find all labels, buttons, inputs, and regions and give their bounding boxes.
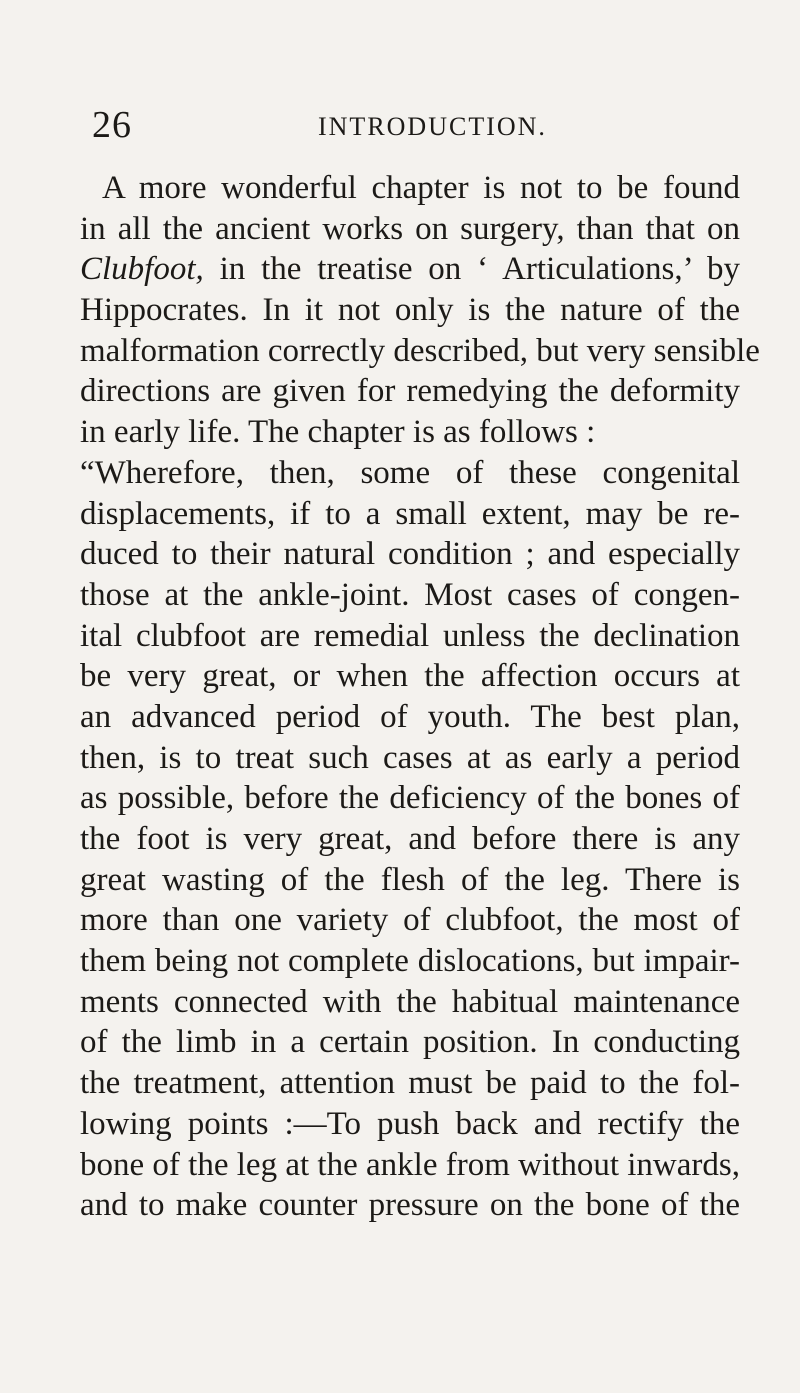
italic-term: Clubfoot, [80, 251, 204, 288]
text-line: those at the ankle-joint. Most cases of congen- [80, 576, 740, 613]
text-line: A more wonderful chapter is not to be found [102, 170, 740, 206]
text-line: ments connected with the habitual maintenance [80, 983, 740, 1020]
body-text [80, 168, 760, 1226]
text-line: lowing points :—To push back and rectify the [80, 1105, 740, 1142]
text-line: ital clubfoot are remedial unless the declination [80, 617, 740, 654]
text-line: the foot is very great, and before there is any [80, 821, 740, 857]
text-line: in early life. The chapter is as follows : [80, 414, 596, 451]
text-line: in all the ancient works on surgery, than that on [80, 210, 740, 247]
text-line: them being not complete dislocations, but impair- [80, 943, 740, 980]
text-line: Hippocrates. In it not only is the nature of the [80, 292, 740, 329]
text-line: “Wherefore, then, some of these congenital [80, 454, 740, 491]
text-line: malformation correctly described, but very sensible [80, 332, 760, 369]
text-line [80, 249, 740, 290]
text-line: displacements, if to a small extent, may be re- [80, 495, 740, 532]
text-line: an advanced period of youth. The best plan, [80, 698, 740, 735]
text-line: and to make counter pressure on the bone of the [80, 1187, 740, 1224]
text-line: of the limb in a certain position. In conducting [80, 1024, 740, 1061]
text-line: directions are given for remedying the deformity [80, 373, 740, 410]
text-line-rest: in the treatise on ‘ Articulations,’ by [219, 251, 740, 288]
text-line: bone of the leg at the ankle from without inwards, [80, 1146, 740, 1183]
page-number: 26 [92, 104, 132, 146]
text-line: duced to their natural condition ; and especially [80, 536, 740, 573]
text-line: more than one variety of clubfoot, the most of [80, 902, 740, 939]
running-title: INTRODUCTION. [318, 112, 547, 141]
text-line: great wasting of the flesh of the leg. There is [80, 861, 740, 898]
text-line: the treatment, attention must be paid to the fol- [80, 1065, 740, 1102]
text-line: be very great, or when the affection occurs at [80, 658, 740, 695]
text-line: as possible, before the deficiency of the bones of [80, 780, 740, 817]
running-head [80, 100, 720, 150]
text-line: then, is to treat such cases at as early a period [80, 739, 740, 776]
